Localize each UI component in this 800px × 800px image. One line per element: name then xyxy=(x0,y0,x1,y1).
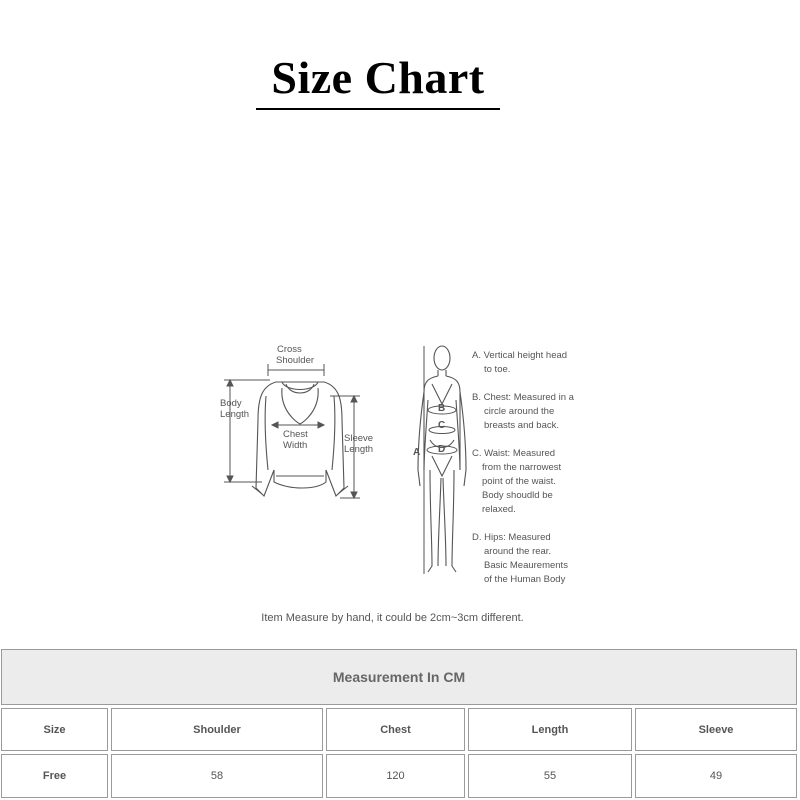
marker-a: A xyxy=(413,447,421,458)
chest-width-label: Chest xyxy=(283,429,308,440)
table-row-cell: 120 xyxy=(326,754,465,798)
legend-b: B. Chest: Measured in a xyxy=(472,392,574,403)
legend-c: Body shoudld be xyxy=(482,490,553,501)
table-row-cell: 49 xyxy=(635,754,797,798)
sleeve-length-label: Sleeve xyxy=(344,433,374,444)
table-caption: Measurement In CM xyxy=(1,649,797,705)
human-figure-illustration xyxy=(418,346,466,572)
legend-c: point of the waist. xyxy=(482,476,556,487)
table-row-cell: 55 xyxy=(468,754,632,798)
chest-width-label: Width xyxy=(283,440,308,451)
legend-d: Basic Meaurements xyxy=(484,560,568,571)
cross-shoulder-label: Cross xyxy=(277,344,302,355)
legend-c: C. Waist: Measured xyxy=(472,448,556,459)
legend-d: of the Human Body xyxy=(484,574,566,585)
legend-d: around the rear. xyxy=(484,546,552,557)
legend-c: relaxed. xyxy=(482,504,516,515)
marker-b: B xyxy=(438,403,446,414)
measurement-legend xyxy=(472,350,575,585)
body-length-label: Length xyxy=(220,409,250,420)
table-header-cell: Length xyxy=(468,708,632,751)
legend-b: breasts and back. xyxy=(484,420,559,431)
table-row-cell: 58 xyxy=(111,754,323,798)
table-header-cell: Sleeve xyxy=(635,708,797,751)
table-row-cell: Free xyxy=(1,754,108,798)
marker-d: D xyxy=(438,444,446,455)
measurement-note: Item Measure by hand, it could be 2cm~3cm different. xyxy=(261,612,524,624)
table-header-cell: Chest xyxy=(326,708,465,751)
measurement-table xyxy=(0,648,800,800)
table-header-cell: Shoulder xyxy=(111,708,323,751)
legend-b: circle around the xyxy=(484,406,555,417)
sleeve-length-label: Length xyxy=(344,444,374,455)
legend-a: to toe. xyxy=(484,364,511,375)
legend-a: A. Vertical height head xyxy=(472,350,568,361)
marker-c: C xyxy=(438,420,446,431)
page-title: Size Chart xyxy=(256,52,500,110)
legend-c: from the narrowest xyxy=(482,462,562,473)
garment-labels xyxy=(220,344,373,455)
table-header-cell: Size xyxy=(1,708,108,751)
legend-d: D. Hips: Measured xyxy=(472,532,551,543)
body-length-label: Body xyxy=(220,398,242,409)
cross-shoulder-label: Shoulder xyxy=(276,355,315,366)
